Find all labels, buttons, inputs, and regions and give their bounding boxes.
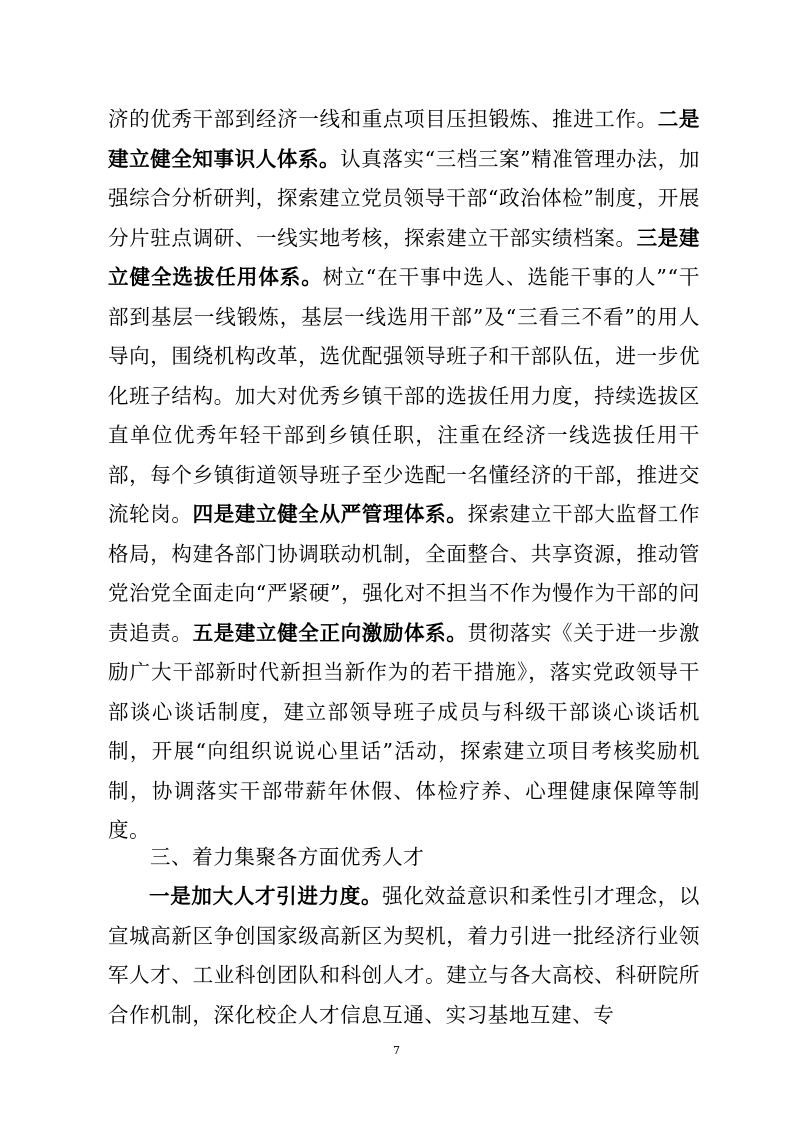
bold-subheading: 四是建立健全从严管理体系。 bbox=[192, 502, 468, 526]
bold-subheading: 一是加大人才引进力度。 bbox=[149, 884, 383, 908]
paragraph-text: 贯彻落实《关于进一步激励广大干部新时代新担当新作为的若干措施》，落实党政领导干部谈心谈话制度，建立部领导班子成员与科级干部谈心谈话机制，开展“向组织说说心里话”活动，探索建立项目考核奖励机制，协调落实干部带薪年休假、体检疗养、心理健康保障等制度。 bbox=[108, 620, 700, 842]
section-heading: 三、着力集聚各方面优秀人才 bbox=[150, 845, 425, 869]
body-paragraph bbox=[108, 100, 700, 851]
paragraph-text: 探索建立干部大监督工作格局，构建各部门协调联动机制，全面整合、共享资源，推动管党治党全面走向“严紧硬”，强化对不担当不作为慢作为干部的问责追责。 bbox=[108, 502, 700, 645]
paragraph-text: 强化效益意识和柔性引才理念，以宣城高新区争创国家级高新区为契机，着力引进一批经济行业领军人才、工业科创团队和科创人才。建立与各大高校、科研院所合作机制，深化校企人才信息互通、实习基地互建、专 bbox=[108, 884, 700, 1027]
paragraph-text: 认真落实“三档三案”精准管理办法，加强综合分析研判，探索建立党员领导干部“政治体检”制度，开展分片驻点调研、一线实地考核，探索建立干部实绩档案。 bbox=[108, 146, 700, 250]
page-number: 7 bbox=[393, 1044, 400, 1057]
bold-subheading: 五是建立健全正向激励体系。 bbox=[192, 620, 468, 645]
body-paragraph bbox=[108, 877, 700, 1035]
bold-subheading: 三是建立健全选拔任用体系。 bbox=[108, 225, 700, 289]
bold-subheading: 二是建立健全知事识人体系。 bbox=[108, 107, 700, 171]
paragraph-text: 树立“在干事中选人、选能干事的人”“干部到基层一线锻炼，基层一线选用干部”及“三看三不看”的用人导向，围绕机构改革，选优配强领导班子和干部队伍，进一步优化班子结构。加大对优秀乡镇干部的选拔任用力度，持续选拔区直单位优秀年轻干部到乡镇任职，注重在经济一线选拔任用干部，每个乡镇街道领导班子至少选配一名懂经济的干部，推进交流轮岗。 bbox=[108, 265, 700, 526]
paragraph-text: 济的优秀干部到经济一线和重点项目压担锻炼、推进工作。 bbox=[108, 107, 658, 131]
